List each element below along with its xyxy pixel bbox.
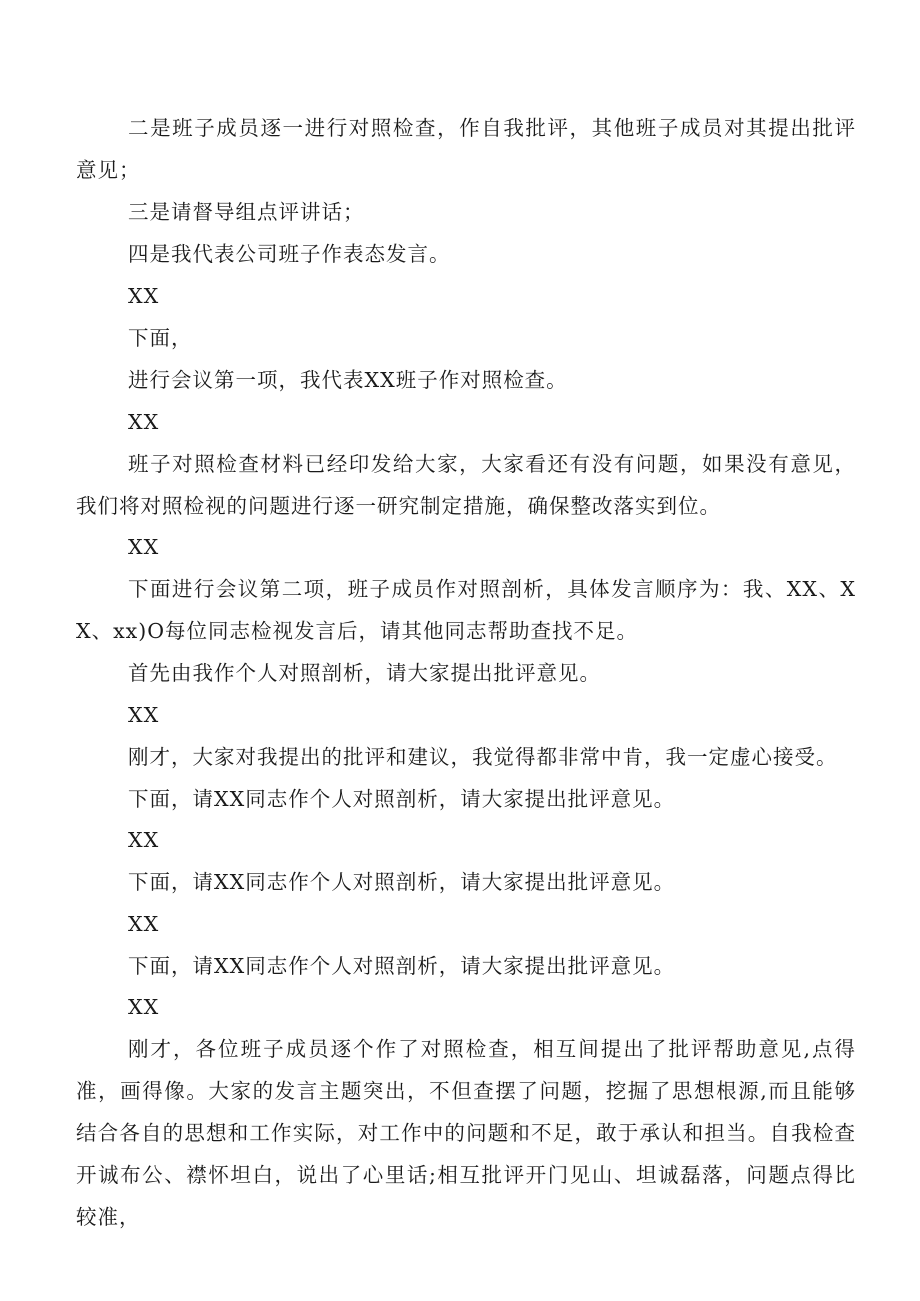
paragraph: 下面，请XX同志作个人对照剖析，请大家提出批评意见。	[128, 870, 676, 894]
paragraph: XX	[128, 535, 160, 559]
paragraph: 三是请督导组点评讲话；	[128, 200, 365, 224]
paragraph: 二是班子成员逐一进行对照检查，作自我批评，其他班子成员对其提出批评意见；	[76, 116, 856, 182]
paragraph: 四是我代表公司班子作表态发言。	[128, 242, 451, 266]
paragraph: 刚才，各位班子成员逐个作了对照检查，相互间提出了批评帮助意见,点得准，画得像。大家的发言主题突出，不但查摆了问题，挖掘了思想根源,而且能够结合各自的思想和工作实际，对工作中的问题和不足，敢于承认和担当。自我检查开诚布公、襟怀坦白，说出了心里话;相互批评开门见山、坦诚磊落，问题点得比较准，	[76, 1037, 856, 1229]
paragraph: 班子对照检查材料已经印发给大家，大家看还有没有问题，如果没有意见，我们将对照检视的问题进行逐一研究制定措施，确保整改落实到位。	[76, 452, 856, 518]
paragraph: 下面，请XX同志作个人对照剖析，请大家提出批评意见。	[128, 954, 676, 978]
paragraph: 进行会议第一项，我代表XX班子作对照检查。	[128, 368, 568, 392]
paragraph: 下面进行会议第二项，班子成员作对照剖析，具体发言顺序为：我、XX、XX、xx)O每位同志检视发言后，请其他同志帮助查找不足。	[76, 577, 856, 643]
paragraph: XX	[128, 410, 160, 434]
paragraph: XX	[128, 912, 160, 936]
paragraph: XX	[128, 828, 160, 852]
paragraph: XX	[128, 284, 160, 308]
paragraph: XX	[128, 995, 160, 1019]
paragraph: 刚才，大家对我提出的批评和建议，我觉得都非常中肯，我一定虚心接受。	[128, 745, 838, 769]
paragraph: 下面，	[128, 326, 193, 350]
paragraph: XX	[128, 703, 160, 727]
paragraph: 下面，请XX同志作个人对照剖析，请大家提出批评意见。	[128, 787, 676, 811]
paragraph: 首先由我作个人对照剖析，请大家提出批评意见。	[128, 661, 601, 685]
